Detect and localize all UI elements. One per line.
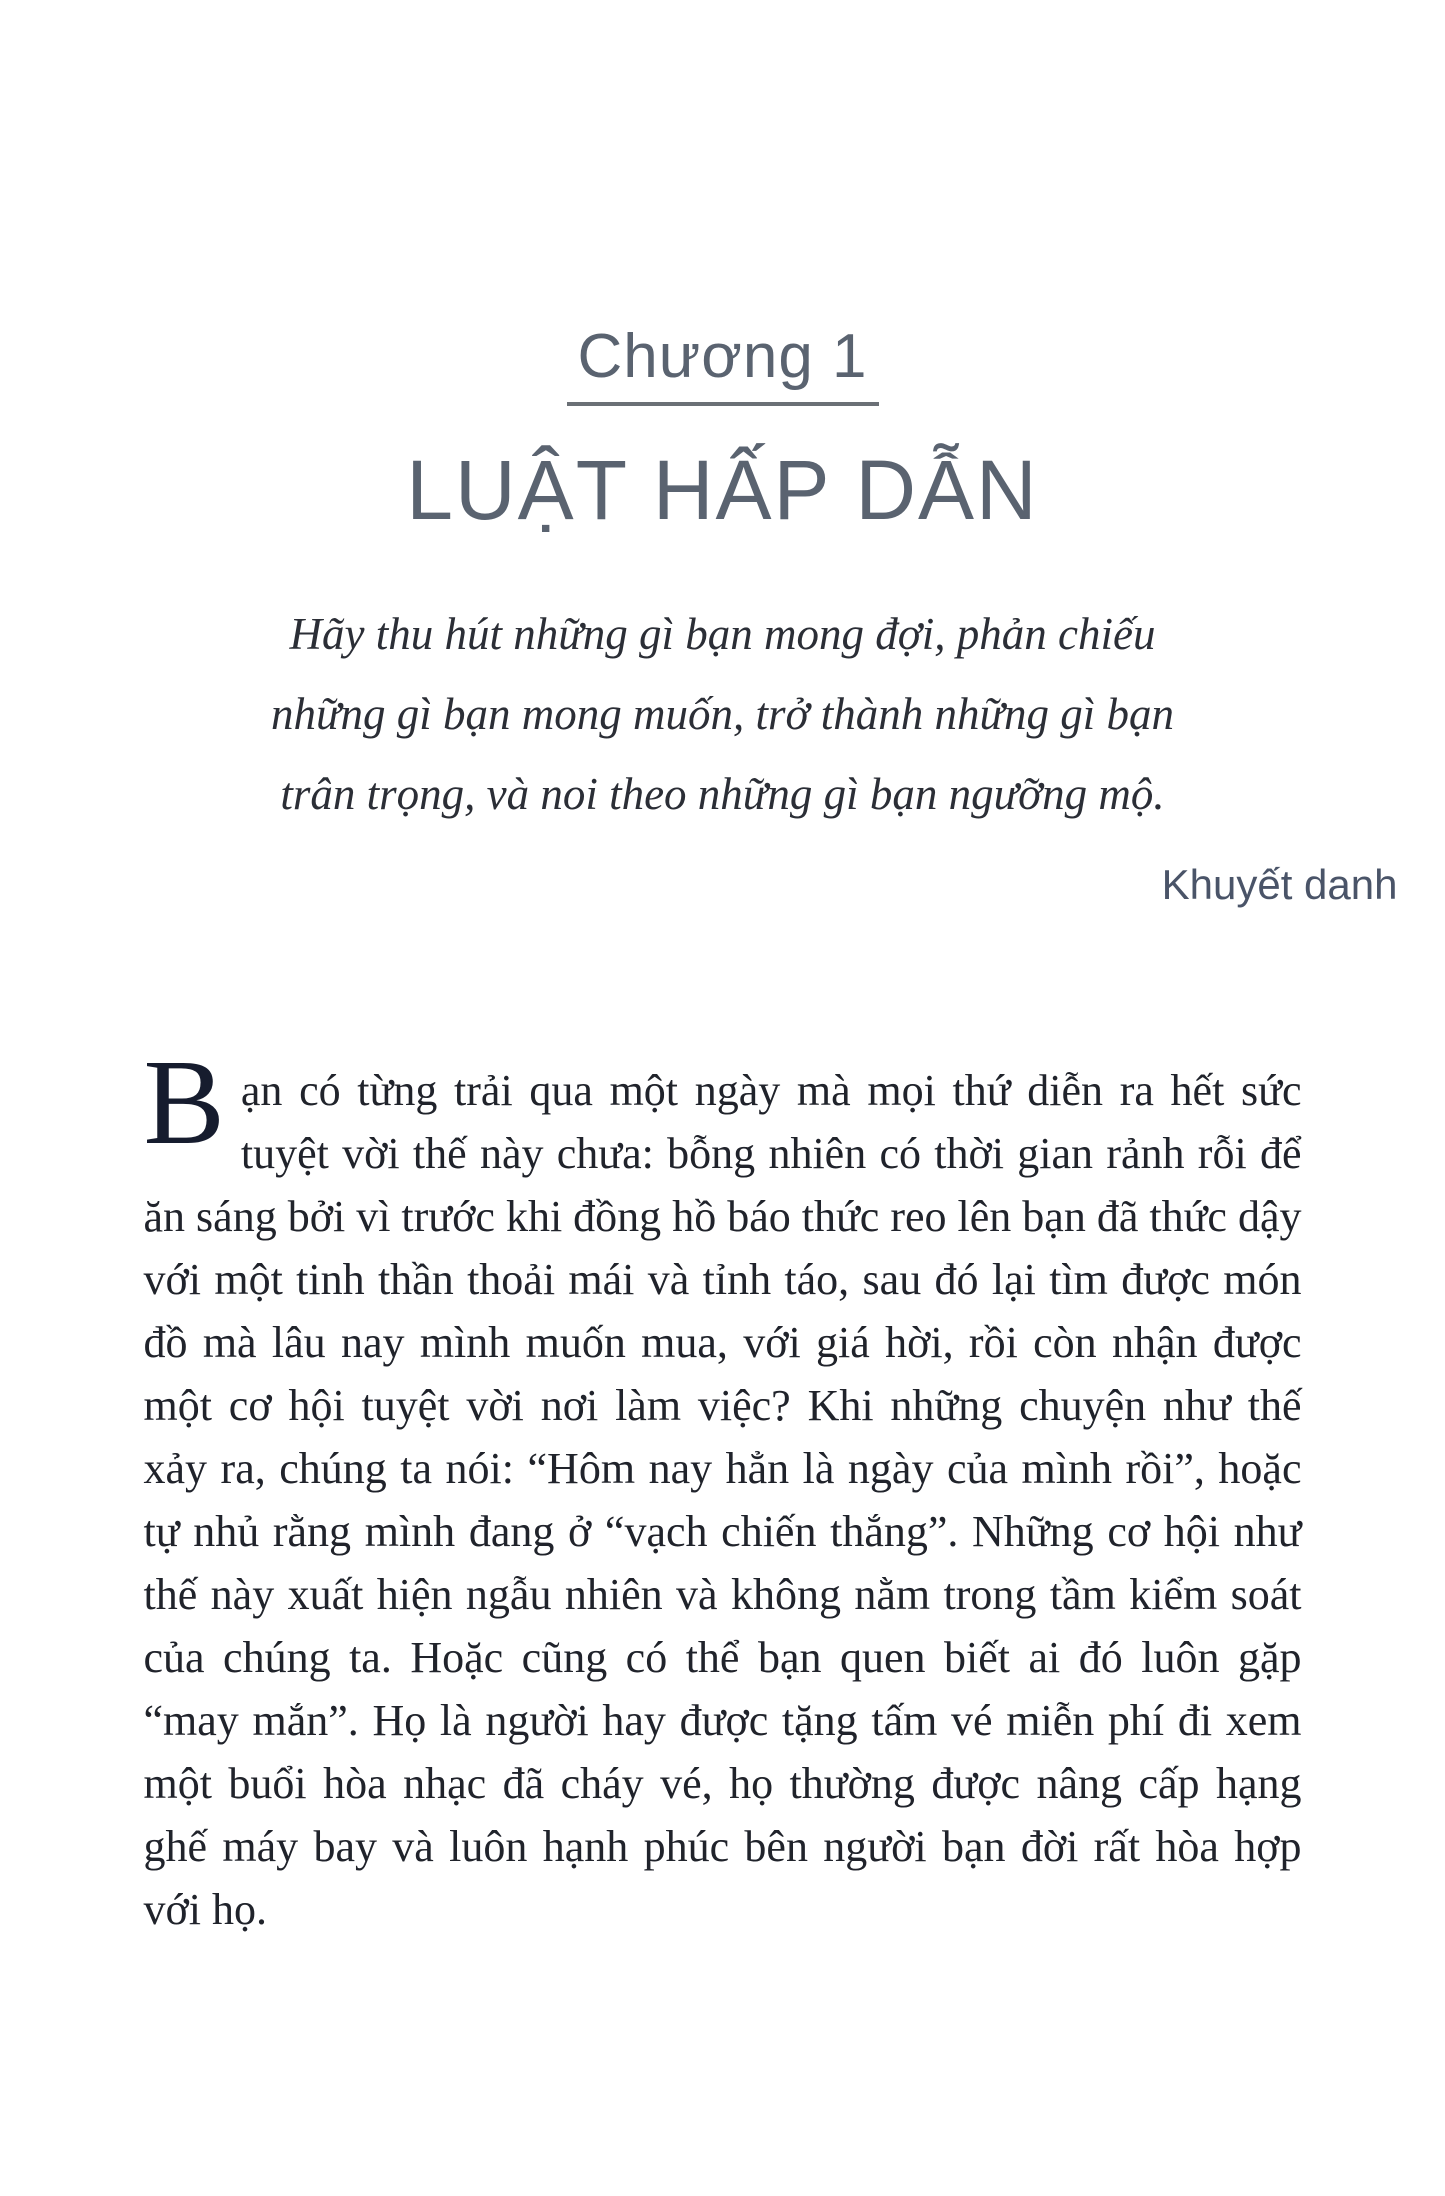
drop-cap: B	[143, 1034, 225, 1170]
chapter-label: Chương 1	[577, 322, 868, 391]
chapter-title: LUẬT HẤP DẪN	[406, 443, 1039, 537]
body-text	[143, 1034, 1302, 1941]
chapter-header	[0, 0, 1445, 536]
paragraph	[143, 1034, 1302, 1941]
paragraph-text: ạn có từng trải qua một ngày mà mọi thứ diễn ra hết sức tuyệt vời thế này chưa: bỗng nhiên có thời gian rảnh rỗi để ăn sáng bởi vì trước khi đồng hồ báo thức reo lên bạn đã thức dậy với một tinh thần thoải mái và tỉnh táo, sau đó lại tìm được món đồ mà lâu nay mình muốn mua, với giá hời, rồi còn nhận được một cơ hội tuyệt vời nơi làm việc? Khi những chuyện như thế xảy ra, chúng ta nói: “Hôm nay hẳn là ngày của mình rồi”, hoặc tự nhủ rằng mình đang ở “vạch chiến thắng”. Những cơ hội như thế này xuất hiện ngẫu nhiên và không nằm trong tầm kiểm soát của chúng ta. Hoặc cũng có thể bạn quen biết ai đó luôn gặp “may mắn”. Họ là người hay được tặng tấm vé miễn phí đi xem một buổi hòa nhạc đã cháy vé, họ thường được nâng cấp hạng ghế máy bay và luôn hạnh phúc bên người bạn đời rất hòa hợp với họ.	[143, 1065, 1302, 1934]
epigraph-line-2: những gì bạn mong muốn, trở thành những gì bạn	[270, 689, 1175, 740]
epigraph	[243, 594, 1398, 910]
epigraph-line-3: trân trọng, và noi theo những gì bạn ngưỡng mộ.	[280, 769, 1165, 820]
chapter-underline	[567, 402, 879, 406]
epigraph-attribution: Khuyết danh	[1161, 861, 1398, 909]
epigraph-line-1: Hãy thu hút những gì bạn mong đợi, phản chiếu	[289, 609, 1156, 660]
